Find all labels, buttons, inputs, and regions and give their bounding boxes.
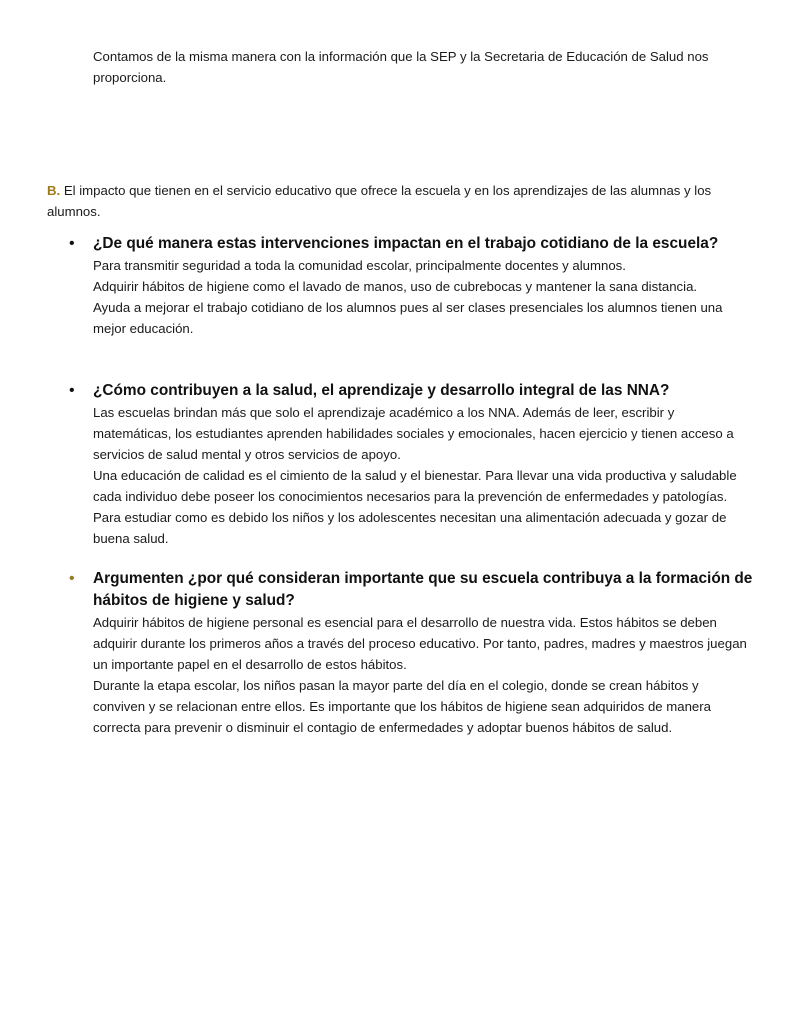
bullet-icon: • [69, 382, 75, 399]
intro-paragraph [93, 46, 753, 88]
bullet-icon: • [69, 235, 75, 252]
question-item-1 [69, 233, 753, 339]
question-item-2 [69, 380, 753, 549]
answer-paragraph: Ayuda a mejorar el trabajo cotidiano de los alumnos pues al ser clases presenciales los alumnos tienen una mejor educación. [93, 300, 723, 336]
answer-paragraph: Para transmitir seguridad a toda la comunidad escolar, principalmente docentes y alumnos. [93, 258, 626, 273]
question-heading-3: Argumenten ¿por qué consideran importante que su escuela contribuya a la formación de hábitos de higiene y salud? [93, 570, 753, 609]
question-answer-1 [93, 255, 753, 339]
answer-paragraph: Durante la etapa escolar, los niños pasan la mayor parte del día en el colegio, donde se crean hábitos y conviven y se relacionan entre ellos. Es importante que los hábitos de higiene sean adquiridos de manera correcta para prevenir o disminuir el contagio de enfermedades y adoptar buenos hábitos de salud. [93, 678, 711, 735]
section-b-paragraph [47, 180, 747, 222]
intro-text: Contamos de la misma manera con la información que la SEP y la Secretaria de Educación de Salud nos proporciona. [93, 49, 709, 85]
question-heading-2: ¿Cómo contribuyen a la salud, el aprendizaje y desarrollo integral de las NNA? [93, 382, 670, 399]
answer-paragraph: Adquirir hábitos de higiene como el lavado de manos, uso de cubrebocas y mantener la sana distancia. [93, 279, 698, 294]
answer-paragraph: Las escuelas brindan más que solo el aprendizaje académico a los NNA. Además de leer, escribir y matemáticas, los estudiantes aprenden habilidades sociales y emocionales, hacen ejercicio y tienen acceso a servicios de salud mental y otros servicios de apoyo. [93, 405, 734, 462]
bullet-icon: • [69, 570, 75, 587]
question-item-3 [69, 568, 753, 738]
answer-paragraph: Adquirir hábitos de higiene personal es esencial para el desarrollo de nuestra vida. Estos hábitos se deben adquirir durante los primeros años a través del proceso educativo. Por tanto, padres, madres y maestros juegan un importante papel en el desarrollo de estos hábitos. [93, 615, 747, 672]
section-b-letter: B. [47, 183, 61, 198]
section-b-text: El impacto que tienen en el servicio educativo que ofrece la escuela y en los aprendizajes de las alumnas y los alumnos. [47, 183, 712, 219]
question-answer-3 [93, 612, 753, 738]
question-answer-2 [93, 402, 753, 549]
answer-paragraph: Una educación de calidad es el cimiento de la salud y el bienestar. Para llevar una vida productiva y saludable cada individuo debe poseer los conocimientos necesarios para la prevención de enfermedades y patologías. Para estudiar como es debido los niños y los adolescentes necesitan una alimentación adecuada y gozar de buena salud. [93, 468, 737, 546]
question-heading-1: ¿De qué manera estas intervenciones impactan en el trabajo cotidiano de la escuela? [93, 235, 719, 252]
